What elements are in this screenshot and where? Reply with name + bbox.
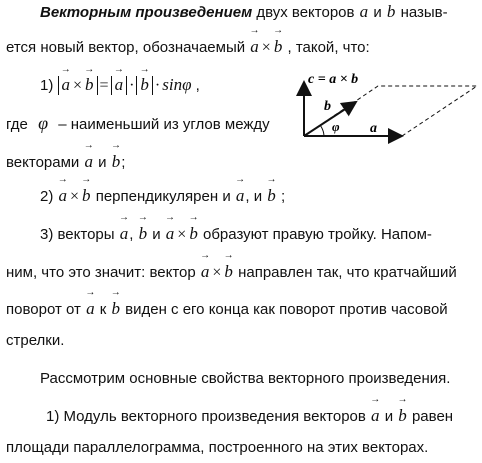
- vector-a: → a: [249, 37, 260, 57]
- vector-a: → a: [235, 186, 246, 206]
- item2-separator: , и: [245, 188, 263, 205]
- magnitude-b: [136, 76, 153, 95]
- item1-vectors-line: [6, 152, 125, 173]
- magnitude-cross: [58, 76, 98, 95]
- vectors-label: векторами: [6, 154, 80, 171]
- cross-sign: ×: [70, 188, 80, 205]
- vector-b: → b: [397, 406, 408, 426]
- item3-number: 3) векторы: [40, 226, 115, 243]
- para1-conj: и: [373, 4, 382, 21]
- para1-text2: назыв-: [400, 4, 448, 21]
- dot-sign: ·: [154, 77, 161, 94]
- vector-a: → a: [58, 186, 69, 206]
- item3-line3-end: виден с его конца как поворот против часовой: [125, 301, 448, 318]
- item3-comma: ,: [129, 226, 134, 243]
- item1-formula: [40, 75, 200, 96]
- sin-function: sin: [162, 75, 183, 94]
- phi-symbol: φ: [38, 113, 49, 133]
- vector-b: → b: [386, 2, 397, 22]
- label-a: a: [370, 121, 377, 136]
- item2-semicolon: ;: [280, 188, 286, 205]
- item1-conj: и: [98, 154, 107, 171]
- vector-b: → b: [138, 224, 149, 244]
- vector-a: → a: [370, 406, 381, 426]
- equals-sign: =: [99, 77, 109, 94]
- label-phi: φ: [332, 119, 340, 134]
- item3-line2-end: направлен так, что кратчайший: [238, 264, 457, 281]
- para1-line2-start: ется новый вектор, обозначаемый: [6, 39, 246, 56]
- vector-b: → b: [81, 186, 92, 206]
- cross-sign: ×: [177, 226, 187, 243]
- dot-sign: ·: [129, 77, 135, 94]
- item3-conj: и: [152, 226, 161, 243]
- item3-line3: [6, 299, 448, 320]
- item3-line4: [6, 331, 64, 351]
- vector-a: → a: [114, 76, 125, 94]
- vector-b: → b: [273, 37, 284, 57]
- prop1-end: равен: [411, 408, 454, 425]
- item1-where-line: [6, 113, 270, 135]
- vector-b: → b: [266, 186, 277, 206]
- item1-semicolon: ;: [121, 154, 126, 171]
- para1-line2-end: , такой, что:: [287, 39, 370, 56]
- item3-line3-to: к: [99, 301, 107, 318]
- magnitude-a: [111, 76, 128, 95]
- vector-b: → b: [111, 152, 122, 172]
- item3-line2-start: ним, что это значит: вектор: [6, 264, 196, 281]
- prop1-line1: [46, 406, 453, 427]
- item3-line4-text: стрелки.: [6, 332, 65, 349]
- vector-a: → a: [165, 224, 176, 244]
- prop1-conj: и: [384, 408, 394, 425]
- cross-sign: ×: [261, 39, 271, 56]
- item2-number: 2): [40, 188, 54, 205]
- cross-sign: ×: [212, 264, 222, 281]
- vector-b: → b: [84, 76, 95, 94]
- item2-text: перпендикулярен и: [95, 188, 231, 205]
- prop1-line2-text: площади параллелограмма, построенного на этих векторах.: [6, 439, 429, 456]
- vector-a: → a: [61, 76, 72, 94]
- prop1-line2: [6, 438, 428, 458]
- vector-a: → a: [85, 299, 96, 319]
- para1-line1: [40, 2, 448, 23]
- item3-text1: образуют правую тройку. Напом-: [203, 226, 432, 243]
- label-c: c = a × b: [308, 72, 359, 87]
- item1-comma: ,: [195, 77, 200, 94]
- vector-a: → a: [359, 2, 370, 22]
- item3-line3-start: поворот от: [6, 301, 81, 318]
- vector-diagram: [282, 68, 482, 160]
- vector-b: → b: [139, 76, 150, 94]
- vector-b: → b: [110, 299, 121, 319]
- item1-number: 1): [40, 77, 54, 94]
- item2-line: [40, 186, 285, 207]
- where-label: где: [6, 116, 28, 133]
- item3-line1: [40, 224, 432, 245]
- cross-sign: ×: [73, 77, 83, 94]
- where-text: – наименьший из углов между: [58, 116, 270, 133]
- vector-a: → a: [119, 224, 130, 244]
- prop1-start: 1) Модуль векторного произведения векторов: [46, 408, 366, 425]
- angle-arc: [320, 125, 324, 136]
- para2-text: Рассмотрим основные свойства векторного произведения.: [40, 370, 451, 387]
- label-b: b: [324, 99, 331, 114]
- item3-line2: [6, 262, 457, 283]
- para1-text1: двух векторов: [256, 4, 355, 21]
- term-vector-product: Векторным произведением: [40, 4, 253, 21]
- vector-b: → b: [223, 262, 234, 282]
- vector-a: → a: [200, 262, 211, 282]
- vector-b: → b: [188, 224, 199, 244]
- vector-a: → a: [83, 152, 94, 172]
- para1-line2: [6, 37, 370, 58]
- para2: [40, 369, 450, 389]
- phi-symbol: φ: [182, 75, 192, 94]
